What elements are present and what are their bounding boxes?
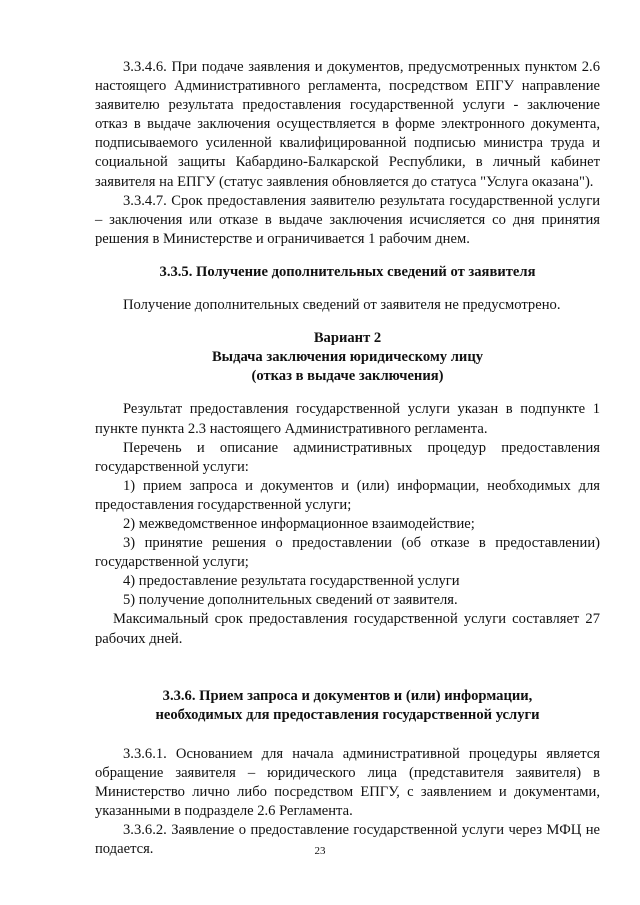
spacer bbox=[95, 315, 600, 329]
list-item-4: 4) предоставление результата государственной услуги bbox=[123, 573, 460, 590]
paragraph-3-3-6-1: 3.3.6.1. Основанием для начала административной процедуры является обращение заявителя – юридического лица (представителя заявителя) в Министерство лично либо посредством ЕПГУ, с заявлением и документами, указанными в подразделе 2.6 Регламента. bbox=[95, 745, 600, 820]
variant-subtitle-1: Выдача заключения юридическому лицу bbox=[211, 349, 484, 366]
variant-subtitle-2: (отказ в выдаче заключения) bbox=[251, 368, 444, 385]
spacer bbox=[95, 649, 600, 687]
document-page bbox=[95, 58, 600, 859]
list-item-3: 3) принятие решения о предоставлении (об отказе в предоставлении) государственной услуги; bbox=[95, 535, 600, 571]
spacer bbox=[95, 386, 600, 400]
section-heading-3-3-6-line-1: 3.3.6. Прием запроса и документов и (или) информации, bbox=[162, 687, 533, 704]
paragraph-result: Результат предоставления государственной услуги указан в подпункте 1 пункте пункта 2.3 настоящего Административного регламента. bbox=[95, 401, 600, 437]
paragraph-3-3-4-6: 3.3.4.6. При подаче заявления и документов, предусмотренных пунктом 2.6 настоящего Административного регламента, посредством ЕПГУ направление заявителю результата предоставления государственной услуги - заключение отказ в выдаче заключения осуществляется в форме электронного документа, подписываемого усиленной квалифицированной подписью министра труда и социальной защиты Кабардино-Балкарской Республики, в личный кабинет заявителя на ЕПГУ (статус заявления обновляется до статуса "Услуга оказана"). bbox=[95, 59, 600, 190]
spacer bbox=[95, 282, 600, 296]
paragraph-max-term: Максимальный срок предоставления государственной услуги составляет 27 рабочих дней. bbox=[95, 611, 600, 647]
paragraph-3-3-6-2: 3.3.6.2. Заявление о предоставление государственной услуги через МФЦ не подается. bbox=[95, 822, 600, 858]
list-item-2: 2) межведомственное информационное взаимодействие; bbox=[123, 515, 475, 532]
paragraph-3-3-4-7: 3.3.4.7. Срок предоставления заявителю результата государственной услуги – заключения или отказе в выдаче заключения исчисляется со дня принятия решения в Министерстве и ограничивается 1 рабочим днем. bbox=[95, 192, 600, 247]
spacer bbox=[95, 725, 600, 745]
section-heading-3-3-5: 3.3.5. Получение дополнительных сведений от заявителя bbox=[159, 263, 536, 280]
list-item-5: 5) получение дополнительных сведений от заявителя. bbox=[123, 592, 458, 609]
paragraph-no-additional-info: Получение дополнительных сведений от заявителя не предусмотрено. bbox=[123, 297, 561, 314]
section-heading-3-3-6-line-2: необходимых для предоставления государственной услуги bbox=[155, 706, 540, 723]
paragraph-procedures-intro: Перечень и описание административных процедур предоставления государственной услуги: bbox=[95, 439, 600, 475]
spacer bbox=[95, 249, 600, 263]
page-number: 23 bbox=[314, 845, 326, 857]
variant-title: Вариант 2 bbox=[313, 330, 382, 347]
list-item-1: 1) прием запроса и документов и (или) информации, необходимых для предоставления государственной услуги; bbox=[95, 477, 600, 513]
